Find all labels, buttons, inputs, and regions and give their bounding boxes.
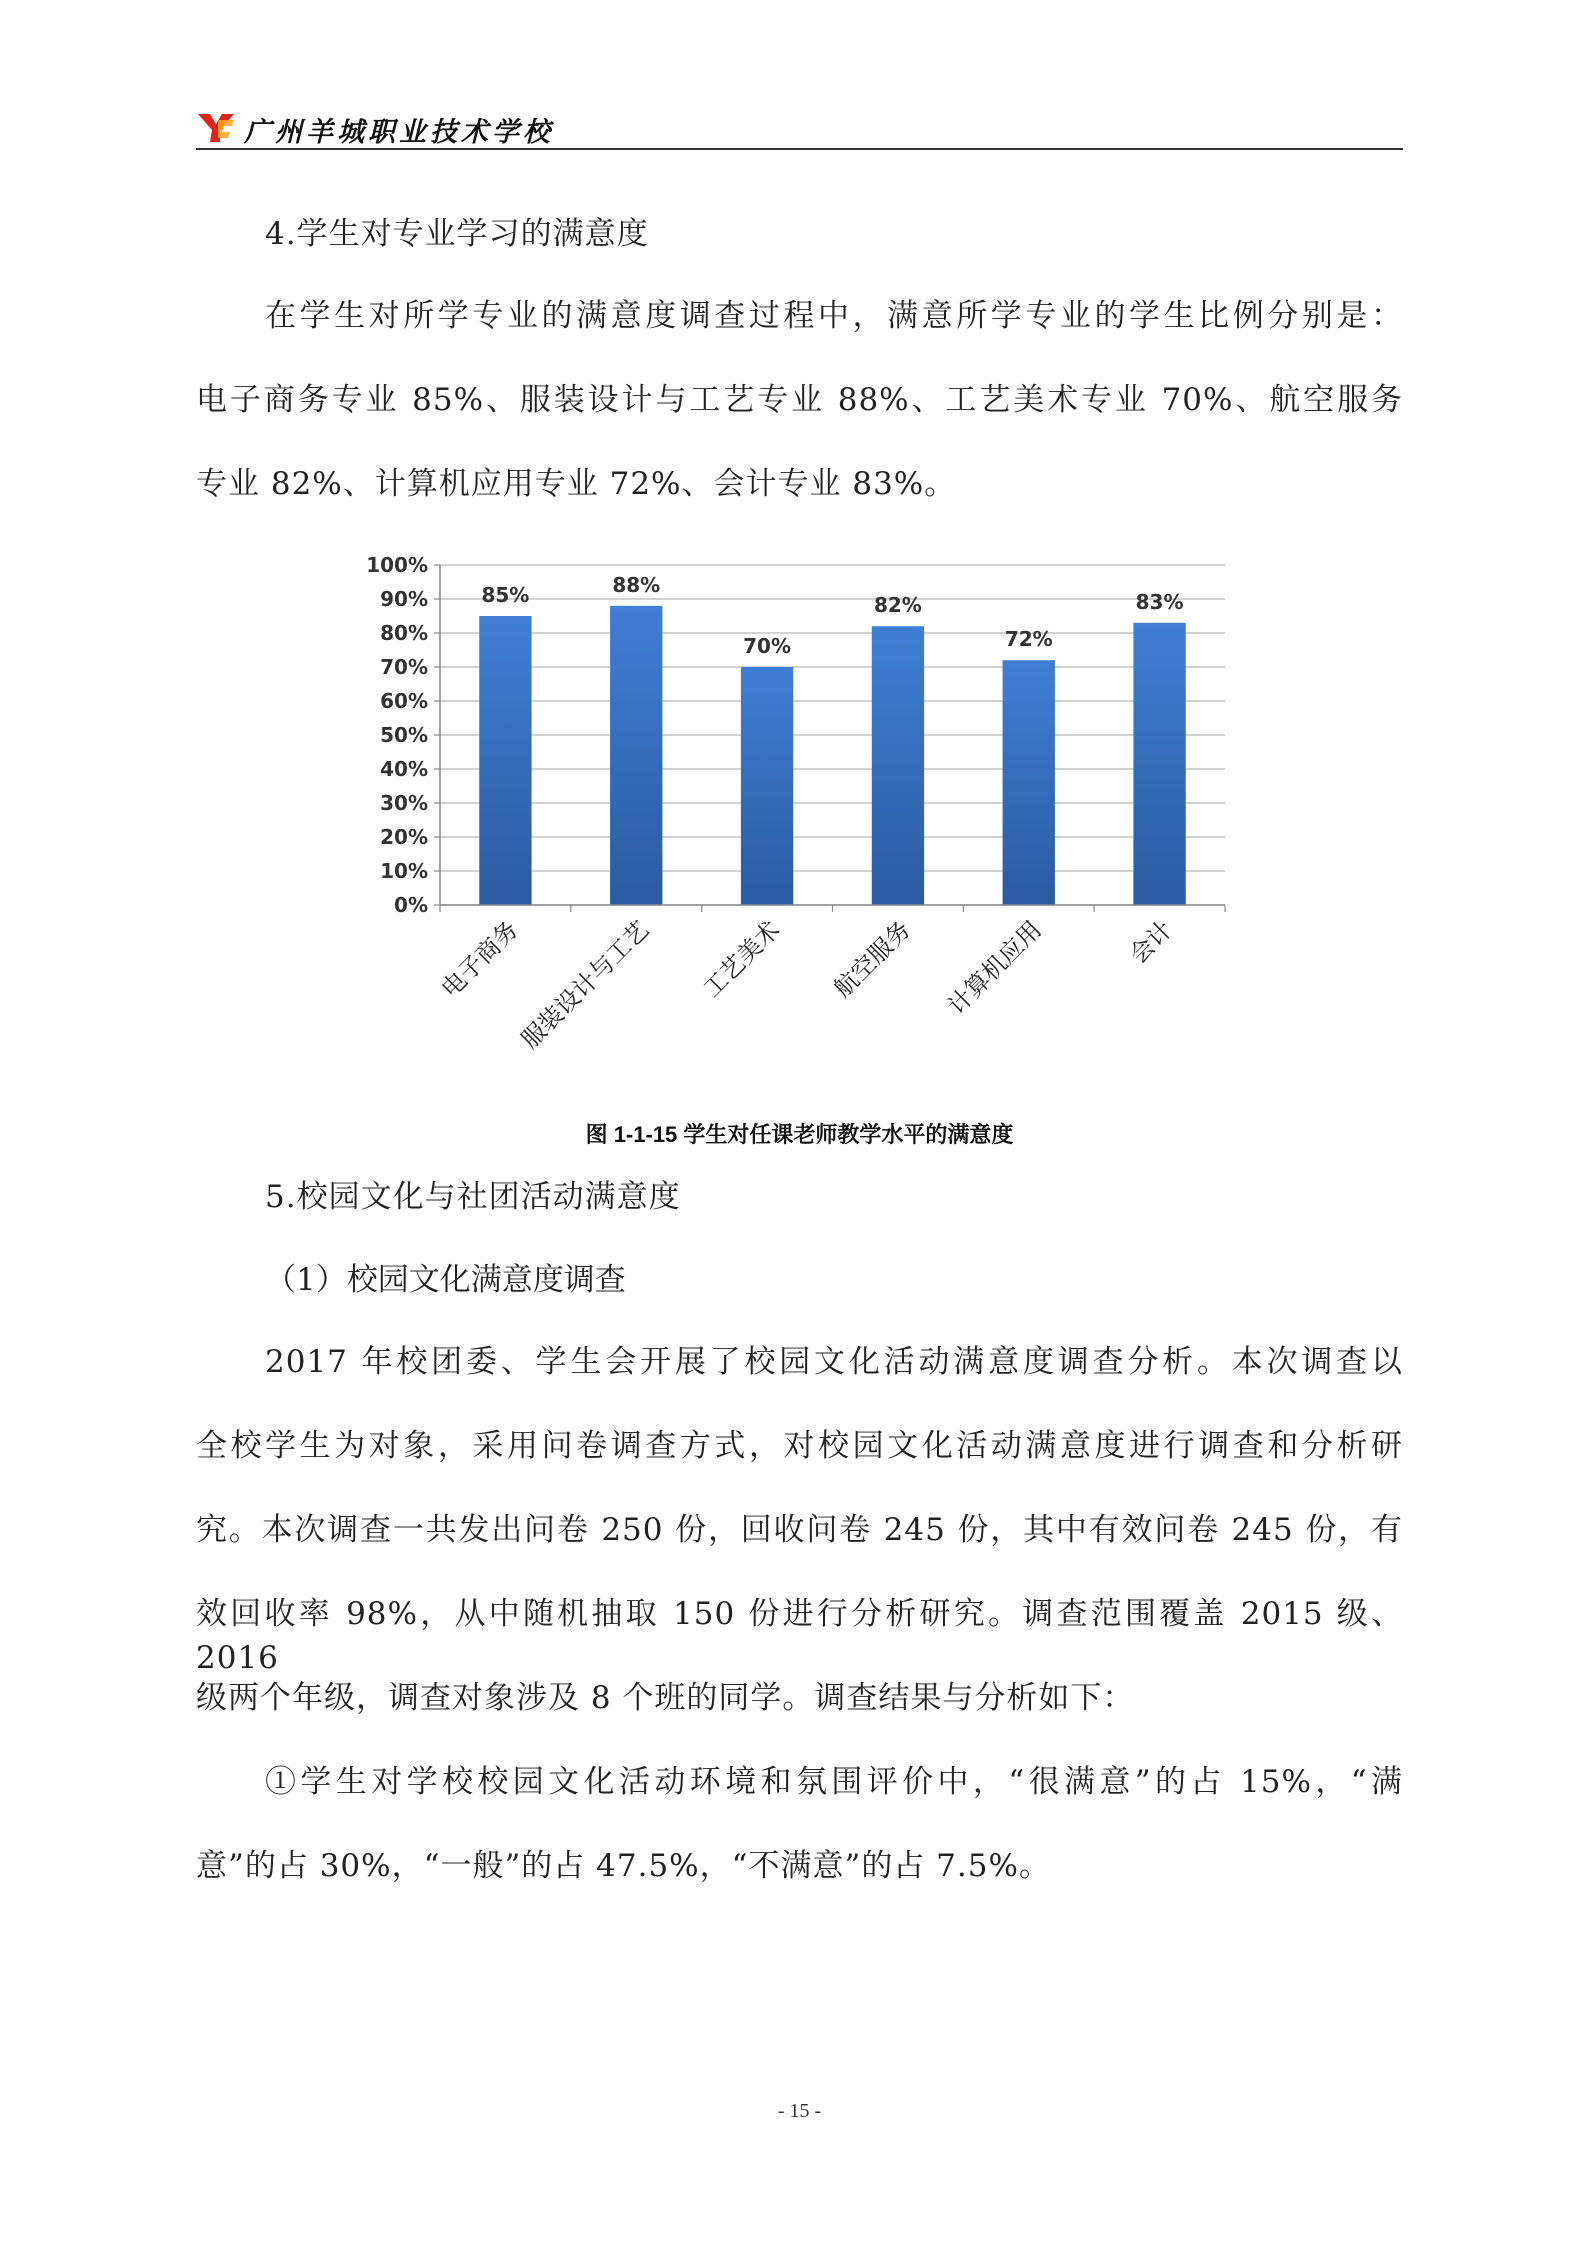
figure-caption: 图 1-1-15 学生对任课老师教学水平的满意度 (585, 1122, 1014, 1147)
section-5-para1-line-4: 效回收率 98%，从中随机抽取 150 份进行分析研究。调查范围覆盖 2015 级、2016 (196, 1596, 1403, 1676)
x-category-label: 服装设计与工艺 (515, 915, 655, 1055)
section-4-para-line-3: 专业 82%、计算机应用专业 72%、会计专业 83%。 (196, 466, 957, 502)
section-4-para-line-2: 电子商务专业 85%、服装设计与工艺专业 88%、工艺美术专业 70%、航空服务 (196, 382, 1403, 418)
bar (479, 616, 531, 905)
bar-data-label: 70% (743, 634, 792, 658)
section-5-para1-line-2: 全校学生为对象，采用问卷调查方式，对校园文化活动满意度进行调查和分析研 (196, 1428, 1403, 1464)
section-5-para1-line-1: 2017 年校团委、学生会开展了校园文化活动满意度调查分析。本次调查以 (265, 1344, 1403, 1380)
section-5-para1-line-3: 究。本次调查一共发出问卷 250 份，回收问卷 245 份，其中有效问卷 245 份，有 (196, 1512, 1403, 1548)
x-category-label: 工艺美术 (697, 915, 786, 1004)
header-divider (196, 148, 1403, 150)
y-tick-label: 60% (380, 689, 428, 713)
x-category-label: 计算机应用 (942, 915, 1047, 1021)
section-5-para2-line-2: 意”的占 30%，“一般”的占 47.5%，“不满意”的占 7.5%。 (196, 1848, 1051, 1884)
bar-data-label: 82% (873, 593, 922, 618)
y-tick-label: 100% (366, 553, 428, 577)
y-tick-label: 70% (380, 655, 428, 679)
bar-data-label: 72% (1004, 627, 1053, 652)
bar-data-label: 85% (481, 583, 530, 607)
school-name: 广州羊城职业技术学校 (244, 117, 554, 148)
y-tick-label: 0% (394, 893, 428, 917)
page-number: - 15 - (777, 2100, 822, 2122)
section-5-para2-line-1: ①学生对学校校园文化活动环境和氛围评价中，“很满意”的占 15%，“满 (265, 1764, 1403, 1800)
bar (872, 626, 924, 905)
x-category-label: 电子商务 (435, 915, 524, 1004)
school-logo-icon (196, 110, 236, 146)
major-satisfaction-bar-chart (340, 545, 1260, 1075)
section-5-subtitle: （1）校园文化满意度调查 (265, 1262, 626, 1298)
bar (741, 667, 793, 905)
bar (1003, 660, 1055, 905)
page-header (196, 110, 1403, 150)
y-tick-label: 90% (380, 587, 428, 611)
y-tick-label: 20% (380, 825, 428, 849)
y-tick-label: 50% (380, 723, 428, 747)
y-tick-label: 30% (380, 791, 428, 815)
y-tick-label: 40% (380, 757, 428, 781)
section-5-title: 5.校园文化与社团活动满意度 (265, 1179, 681, 1215)
y-tick-label: 10% (380, 859, 428, 883)
x-category-label: 航空服务 (828, 915, 917, 1004)
bar (1133, 623, 1185, 905)
bar (610, 606, 662, 905)
bar-data-label: 83% (1135, 589, 1184, 614)
section-5-para1-line-5: 级两个年级，调查对象涉及 8 个班的同学。调查结果与分析如下： (196, 1680, 1135, 1716)
section-4-title: 4.学生对专业学习的满意度 (265, 216, 649, 252)
section-4-para-line-1: 在学生对所学专业的满意度调查过程中，满意所学专业的学生比例分别是： (265, 298, 1403, 334)
y-tick-label: 80% (380, 621, 428, 645)
x-category-label: 会计 (1124, 915, 1178, 970)
bar-data-label: 88% (612, 572, 661, 597)
